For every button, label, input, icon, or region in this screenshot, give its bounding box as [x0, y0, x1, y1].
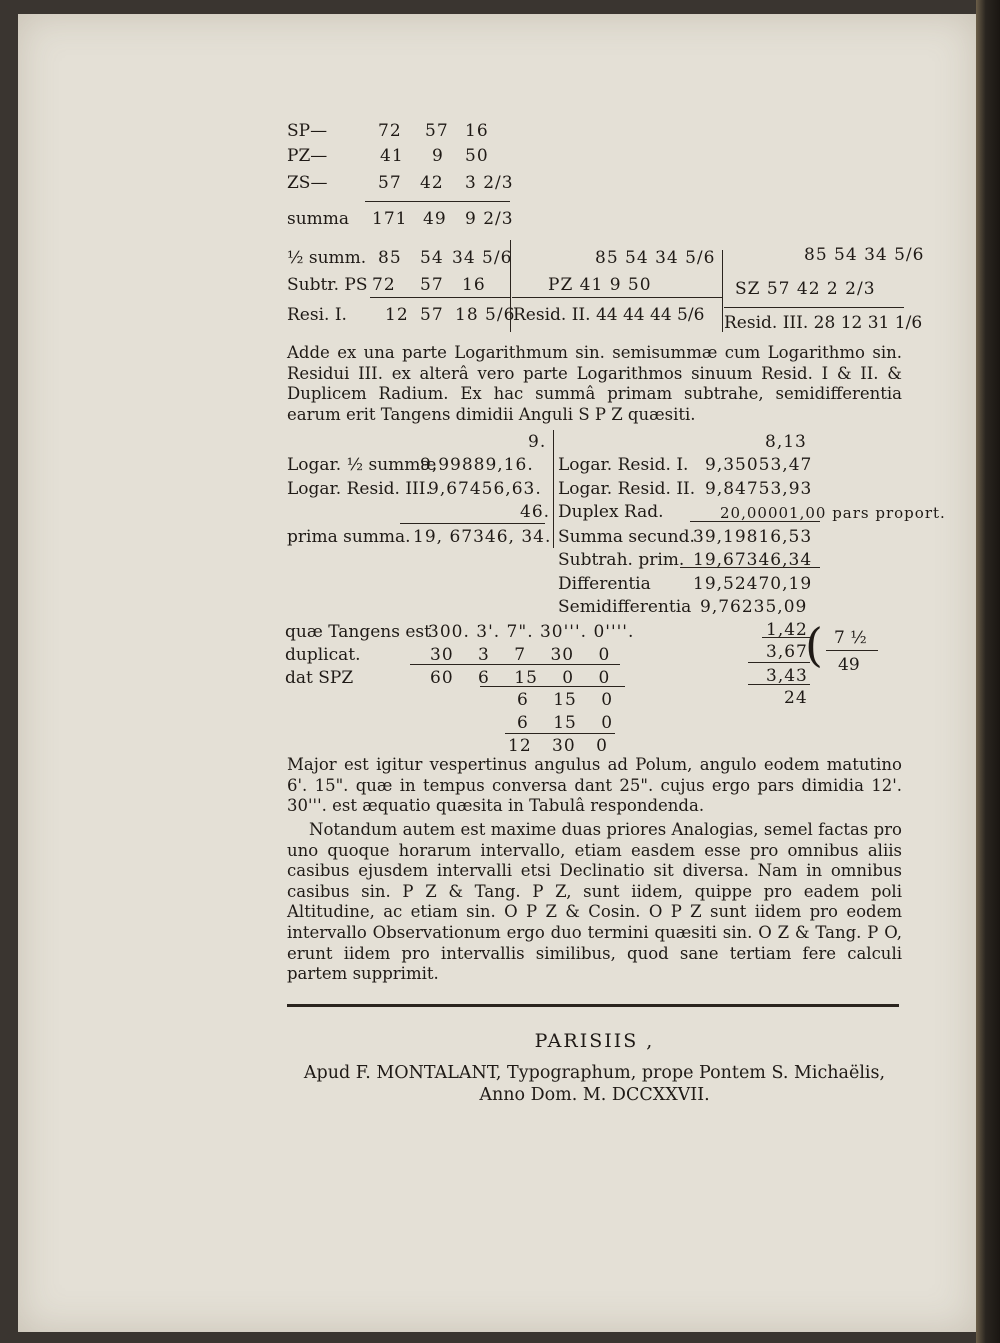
calc-left-4-label: prima summa.: [287, 527, 411, 547]
row-resi-b: 57: [420, 305, 444, 325]
calc-left-1-value: 9,99889,16.: [420, 455, 534, 475]
calc-right-1-label: Logar. Resid. I.: [558, 455, 689, 475]
calc-right-3-label: Duplex Rad.: [558, 502, 664, 522]
divider-col2: [510, 240, 511, 332]
tangens-label: quæ Tangens est: [285, 622, 431, 642]
calc-right-7-label: Semidifferentia: [558, 597, 692, 617]
imprint-line2: Anno Dom. M. DCCXXVII.: [479, 1085, 710, 1105]
separator-rule: [287, 1004, 899, 1007]
row-pz-c: 50: [465, 146, 489, 166]
row-half-a: 85: [378, 248, 402, 268]
dat-label: dat SPZ: [285, 668, 354, 688]
row-zs-a: 57: [378, 173, 402, 193]
rule-dat: [410, 664, 620, 665]
row-sp-b: 57: [425, 121, 449, 141]
instruction-paragraph: Adde ex una parte Logarithmum sin. semisummæ cum Logarithmo sin. Residui III. ex alterâ vero parte Logarithmos sinuum Resid. I & II. & Duplicem Radium. Ex hac summâ primam subtrahe, semidifferentia earum erit Tangens dimidii Anguli S P Z quæsiti.: [287, 343, 902, 424]
calc-right-3-value: 20,00001,00 pars proport.: [720, 504, 946, 522]
half-value-2: 6 15 0: [517, 713, 614, 733]
col3-top: 85 54 34 5/6: [804, 245, 925, 265]
rule-differentia: [680, 567, 820, 568]
calc-right-1-value: 9,35053,47: [705, 455, 813, 475]
rule-col3: [724, 307, 904, 308]
row-subtr-c: 16: [462, 275, 486, 295]
imprint-line1: Apud F. MONTALANT, Typographum, prope Pontem S. Michaëlis,: [303, 1063, 886, 1083]
calc-left-1-label: Logar. ½ summæ: [287, 455, 437, 475]
bracket-icon: (: [805, 618, 823, 672]
calc-right-6-label: Differentia: [558, 574, 651, 594]
row-half-c: 34 5/6: [452, 248, 513, 268]
prop-2: 3,43: [766, 666, 808, 686]
half-value-1: 6 15 0: [517, 690, 614, 710]
frac-den: 49: [838, 655, 860, 675]
row-pz-label: PZ—: [287, 146, 328, 166]
calc-right-4-value: 39,19816,53: [693, 527, 813, 547]
tangens-value: 300. 3'. 7". 30'''. 0''''.: [428, 622, 635, 642]
calc-right-2-label: Logar. Resid. II.: [558, 479, 696, 499]
col3-res: Resid. III. 28 12 31 1/6: [724, 313, 923, 333]
row-summa-label: summa: [287, 209, 350, 229]
calc-right-2-value: 9,84753,93: [705, 479, 813, 499]
calc-left-4-value: 19, 67346, 34.: [413, 527, 552, 547]
rule-summa-secund: [690, 521, 820, 522]
rule-prop-2: [748, 662, 810, 663]
calc-right-4-label: Summa secund.: [558, 527, 695, 547]
book-edge: [976, 0, 1000, 1343]
row-subtr-label: Subtr. PS: [287, 275, 368, 295]
divider-col3: [722, 250, 723, 332]
row-summa-c: 9 2/3: [465, 209, 514, 229]
prop-3: 24: [784, 688, 808, 708]
rule-total: [505, 733, 615, 734]
note-paragraph: Notandum autem est maxime duas priores Analogias, semel factas pro uno quoque horarum intervallo, etiam easdem esse pro omnibus aliis casibus ejusdem intervalli etsi Declinatio sit diversa. Nam in omnibus casibus sin. P Z & Tang. P Z, sunt iidem, quippe pro eadem poli Altitudine, ac etiam sin. O P Z & Cosin. O P Z sunt iidem pro eodem intervallo Observationum ergo duo termini quæsiti sin. O Z & Tang. P O, erunt iidem pro intervallis similibus, quod sane tertiam fere calculi partem supprimit.: [287, 820, 902, 984]
calc-left-3: 46.: [520, 502, 551, 522]
calc-right-5-label: Subtrah. prim.: [558, 550, 685, 570]
calc-right-7-value: 9,76235,09: [700, 597, 808, 617]
row-half-label: ½ summ.: [287, 248, 367, 268]
calc-left-2-label: Logar. Resid. III.: [287, 479, 431, 499]
row-sp-c: 16: [465, 121, 489, 141]
conclusion-paragraph: Major est igitur vespertinus angulus ad Polum, angulo eodem matutino 6'. 15". quæ in tempus conversa dant 25". cujus ergo pars dimidia 12'. 30'''. est æquatio quæsita in Tabulâ respondenda.: [287, 755, 902, 816]
rule-prima: [400, 523, 545, 524]
prop-1: 3,67: [766, 642, 808, 662]
rule-prop-3: [748, 684, 810, 685]
col2-res: Resid. II. 44 44 44 5/6: [513, 305, 705, 325]
row-pz-a: 41: [380, 146, 404, 166]
row-subtr-b: 57: [420, 275, 444, 295]
row-pz-b: 9: [432, 146, 444, 166]
row-resi-a: 12: [385, 305, 409, 325]
row-sp-a: 72: [378, 121, 402, 141]
imprint-city: PARISIIS ,: [534, 1030, 655, 1052]
rule-frac: [826, 650, 878, 651]
rule-col2: [512, 297, 722, 298]
row-zs-label: ZS—: [287, 173, 328, 193]
duplicat-value: 30 3 7 30 0: [430, 645, 611, 665]
calc-right-0: 8,13: [765, 432, 807, 452]
calc-right-6-value: 19,52470,19: [693, 574, 813, 594]
rule-prop-1: [762, 637, 810, 638]
dat-value: 60 6 15 0 0: [430, 668, 611, 688]
col2-mid: PZ 41 9 50: [548, 275, 652, 295]
row-zs-b: 42: [420, 173, 444, 193]
row-resi-c: 18 5/6: [455, 305, 516, 325]
row-half-b: 54: [420, 248, 444, 268]
row-resi-label: Resi. I.: [287, 305, 347, 325]
calc-left-0: 9.: [528, 432, 547, 452]
row-subtr-a: 72: [372, 275, 396, 295]
col2-top: 85 54 34 5/6: [595, 248, 716, 268]
calc-right-5-value: 19,67346,34: [693, 550, 813, 570]
calc-left-2-value: 9,67456,63.: [428, 479, 542, 499]
row-zs-c: 3 2/3: [465, 173, 514, 193]
prop-0: 1,42: [766, 620, 808, 640]
row-summa-b: 49: [423, 209, 447, 229]
col3-mid: SZ 57 42 2 2/3: [735, 279, 876, 299]
total-value: 12 30 0: [508, 736, 608, 756]
frac-num: 7 ½: [834, 628, 867, 648]
duplicat-label: duplicat.: [285, 645, 361, 665]
rule-summa: [365, 201, 510, 202]
rule-resi: [370, 297, 510, 298]
row-sp-label: SP—: [287, 121, 328, 141]
rule-half: [480, 686, 625, 687]
divider-calc: [553, 430, 554, 548]
row-summa-a: 171: [372, 209, 408, 229]
